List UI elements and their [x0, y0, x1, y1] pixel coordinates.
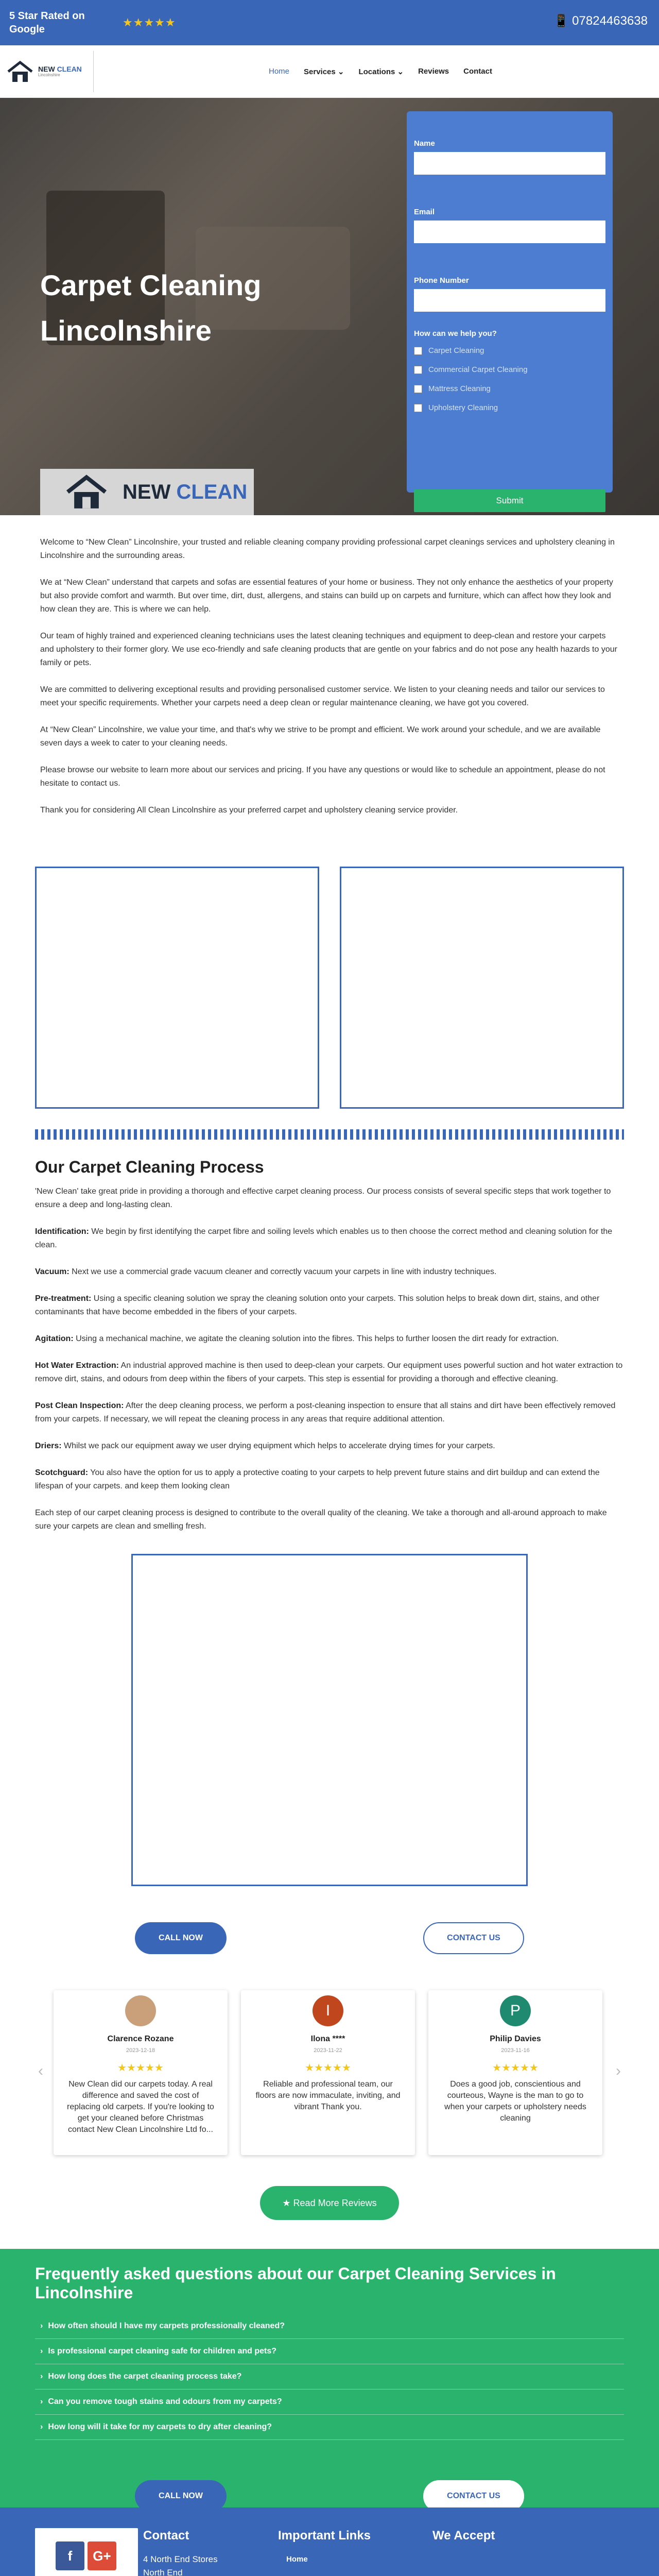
chevron-right-icon: › [40, 2372, 43, 2381]
footer [0, 2507, 659, 2576]
review-name: Ilona **** [310, 2035, 345, 2043]
process-step: Scotchguard: You also have the option for us to apply a protective coating to your carpets to help prevent future stains and dirt buildup and can extend the lifespan of your carpets. and keep them looking clean [35, 1468, 600, 1490]
process-closing: Each step of our carpet cleaning process is designed to contribute to the overall quality of the cleaning. We take a thorough and all-around approach to make sure your carpets are clean and smelling fresh. [35, 1509, 607, 1531]
intro-paragraph: Welcome to “New Clean” Lincolnshire, your trusted and reliable cleaning company providing professional carpet cleanings services and upholstery cleaning in Lincolnshire and the surrounding areas. [40, 538, 615, 560]
process-step: Pre-treatment: Using a specific cleaning solution we spray the cleaning solution onto your carpets. This solution helps to break down dirt, stains, and other contaminants that have become embedded in the fibers of your carpets. [35, 1294, 600, 1316]
top-bar [0, 0, 659, 45]
intro-paragraph: Thank you for considering All Clean Lincolnshire as your preferred carpet and upholstery cleaning service provider. [40, 806, 458, 815]
process-step: Hot Water Extraction: An industrial approved machine is then used to deep-clean your carpets. Our equipment uses powerful suction and hot water extraction to remove dirt, stains, and odours from deep within the fibers of your carpets. This step is essential for providing a thorough and effective cleaning. [35, 1361, 623, 1383]
chevron-right-icon: › [40, 2422, 43, 2431]
media-frames [0, 831, 659, 1109]
footer-accept [432, 2529, 495, 2553]
footer-contact-title: Contact [143, 2529, 189, 2543]
avatar: I [313, 1995, 343, 2026]
faq-item[interactable]: › How long will it take for my carpets to dry after cleaning? [35, 2415, 624, 2440]
contact-us-button[interactable]: CONTACT US [423, 2480, 524, 2512]
email-field[interactable] [414, 221, 605, 243]
intro-paragraph: Please browse our website to learn more about our services and pricing. If you have any questions or would like to schedule an appointment, please do not hesitate to contact us. [40, 766, 605, 788]
chevron-right-icon: › [40, 2397, 43, 2406]
chevron-right-icon: › [40, 2321, 43, 2330]
nav-services[interactable]: Services ⌄ [304, 67, 344, 76]
hero-logo-badge [40, 469, 254, 515]
media-frame-left[interactable] [35, 867, 319, 1109]
process-step: Agitation: Using a mechanical machine, we agitate the cleaning solution into the fibres. This helps to further loosen the dirt ready for extraction. [35, 1334, 559, 1343]
process-step: Vacuum: Next we use a commercial grade vacuum cleaner and correctly vacuum your carpets in line with industry techniques. [35, 1267, 497, 1276]
phone-icon: 📱 [553, 14, 569, 28]
review-stars: ★★★★★ [305, 2062, 351, 2074]
rated-text: 5 Star Rated on Google [9, 10, 85, 35]
review-date: 2023-11-16 [501, 2047, 530, 2054]
cta-row [0, 1922, 659, 1954]
read-more-reviews-button[interactable]: ★ Read More Reviews [260, 2186, 399, 2220]
faq-item[interactable]: › How long does the carpet cleaning process take? [35, 2364, 624, 2389]
process-title: Our Carpet Cleaning Process [35, 1158, 264, 1176]
hero-section [0, 98, 659, 515]
nav-home[interactable]: Home [269, 66, 290, 76]
facebook-icon[interactable]: f [56, 2541, 84, 2570]
checkbox[interactable] [414, 385, 422, 393]
option-upholstery-cleaning[interactable]: Upholstery Cleaning [414, 403, 605, 412]
avatar [125, 1995, 156, 2026]
faq-item[interactable]: › Is professional carpet cleaning safe for children and pets? [35, 2339, 624, 2364]
checkbox[interactable] [414, 347, 422, 355]
faq-title: Frequently asked questions about our Carpet Cleaning Services in Lincolnshire [35, 2264, 556, 2302]
hero-badge-text: NEW CLEAN [123, 480, 248, 503]
review-name: Philip Davies [490, 2035, 541, 2043]
nav-reviews[interactable]: Reviews [418, 66, 449, 76]
intro-paragraph: We are committed to delivering exceptional results and providing personalised customer service. We listen to your cleaning needs and tailor our services to meet your specific requirements. Whether your carpets need a deep clean or regular maintenance cleaning, we have got you covered. [40, 685, 605, 707]
footer-social-box [35, 2528, 138, 2576]
process-lead: 'New Clean' take great pride in providing a thorough and effective carpet cleaning process. Our process consists of several specific steps that work together to ensure a deep and long-lasting clean. [35, 1187, 611, 1209]
chevron-right-icon: › [40, 2347, 43, 2355]
footer-link-home[interactable]: Home [286, 2555, 308, 2564]
star-icon: ★ [282, 2198, 291, 2208]
call-now-button[interactable]: CALL NOW [135, 2480, 227, 2512]
header-phone[interactable] [553, 13, 648, 28]
footer-links [278, 2529, 371, 2576]
site-logo[interactable] [6, 51, 94, 92]
call-now-button[interactable]: CALL NOW [135, 1922, 227, 1954]
quote-form [407, 111, 613, 505]
review-stars: ★★★★★ [117, 2062, 164, 2074]
intro-text [0, 515, 659, 817]
intro-paragraph: We at “New Clean” understand that carpets and sofas are essential features of your home or business. They not only enhance the aesthetics of your property but also provide comfort and warmth. But over time, dirt, dust, allergens, and stains can build up on carpets and furniture, which can affect how they look and how clean they are. This is where we can help. [40, 578, 613, 614]
footer-links-title: Important Links [278, 2529, 371, 2543]
review-card [428, 1990, 602, 2155]
option-mattress-cleaning[interactable]: Mattress Cleaning [414, 384, 605, 393]
chevron-left-icon[interactable]: ‹ [38, 2062, 43, 2079]
faq-item[interactable]: › Can you remove tough stains and odours from my carpets? [35, 2389, 624, 2415]
avatar: P [500, 1995, 531, 2026]
footer-contact [143, 2529, 248, 2576]
faq-section [0, 2249, 659, 2507]
option-carpet-cleaning[interactable]: Carpet Cleaning [414, 346, 605, 355]
review-name: Clarence Rozane [107, 2035, 174, 2043]
process-step: Identification: We begin by first identifying the carpet fibre and soiling levels which enables us to then choose the correct method and cleaning solution for the clean. [35, 1227, 613, 1249]
process-step: Driers: Whilst we pack our equipment away we user drying equipment which helps to accelerate drying times for your carpets. [35, 1442, 495, 1450]
option-commercial-carpet-cleaning[interactable]: Commercial Carpet Cleaning [414, 365, 605, 374]
review-text: New Clean did our carpets today. A real difference and saved the cost of replacing old carpets. If you're looking to get your cleaned before Christmas contact New Clean Lincolnshire Ltd fo... [67, 2080, 214, 2134]
checkbox[interactable] [414, 404, 422, 412]
house-logo-icon [6, 60, 34, 83]
nav-contact[interactable]: Contact [463, 66, 492, 76]
phone-label: Phone Number [414, 276, 469, 285]
video-frame[interactable] [131, 1554, 528, 1886]
name-label: Name [414, 139, 435, 148]
nav-menu [269, 67, 492, 76]
review-card [54, 1990, 228, 2155]
logo-name: NEW CLEAN [38, 65, 82, 73]
intro-paragraph: Our team of highly trained and experienced cleaning technicians uses the latest cleaning techniques and equipment to deep-clean and restore your carpets and upholstery to their former glory. We use eco-friendly and safe cleaning products that are gentle on your fabrics and do not pose any health hazards to your family or pets. [40, 632, 617, 667]
house-logo-icon [61, 474, 112, 510]
review-text: Reliable and professional team, our floors are now immaculate, inviting, and vibrant Thank you. [255, 2080, 401, 2111]
nav-locations[interactable]: Locations ⌄ [358, 67, 404, 76]
logo-subtitle: Lincolnshire [38, 73, 60, 77]
review-card [241, 1990, 415, 2155]
contact-us-button[interactable]: CONTACT US [423, 1922, 524, 1954]
name-field[interactable] [414, 152, 605, 175]
footer-address: 4 North End Stores North End [143, 2554, 218, 2576]
rating-stars: ★★★★★ [123, 16, 176, 29]
faq-item[interactable]: › How often should I have my carpets professionally cleaned? [35, 2314, 624, 2339]
email-label: Email [414, 208, 435, 216]
checkbox[interactable] [414, 366, 422, 374]
reviews-carousel [0, 1990, 659, 2160]
process-section [0, 1140, 659, 1533]
help-label: How can we help you? [414, 329, 497, 338]
media-frame-right[interactable] [340, 867, 624, 1109]
review-stars: ★★★★★ [492, 2062, 539, 2074]
process-step: Post Clean Inspection: After the deep cleaning process, we perform a post-cleaning inspection to ensure that all stains and dirt have been effectively removed from your carpets. If necessary, we will repeat the cleaning process in any areas that require additional attention. [35, 1401, 616, 1423]
main-nav [0, 45, 659, 98]
footer-accept-title: We Accept [432, 2529, 495, 2543]
chevron-right-icon[interactable]: › [616, 2062, 621, 2079]
google-plus-icon[interactable]: G+ [88, 2541, 116, 2570]
review-text: Does a good job, conscientious and courteous, Wayne is the man to go to when your carpets or upholstery needs cleaning [444, 2080, 586, 2123]
phone-field[interactable] [414, 289, 605, 312]
dotted-divider [35, 1129, 624, 1140]
review-date: 2023-12-18 [126, 2047, 155, 2054]
intro-paragraph: At “New Clean” Lincolnshire, we value your time, and that's why we strive to be prompt and efficient. We work around your schedule, and we are available seven days a week to cater to your cleaning needs. [40, 725, 601, 748]
review-date: 2023-11-22 [314, 2047, 342, 2054]
submit-button[interactable]: Submit [414, 489, 605, 512]
hero-title: Carpet Cleaning Lincolnshire [40, 269, 262, 347]
header-phone-number[interactable]: 07824463638 [572, 13, 648, 28]
